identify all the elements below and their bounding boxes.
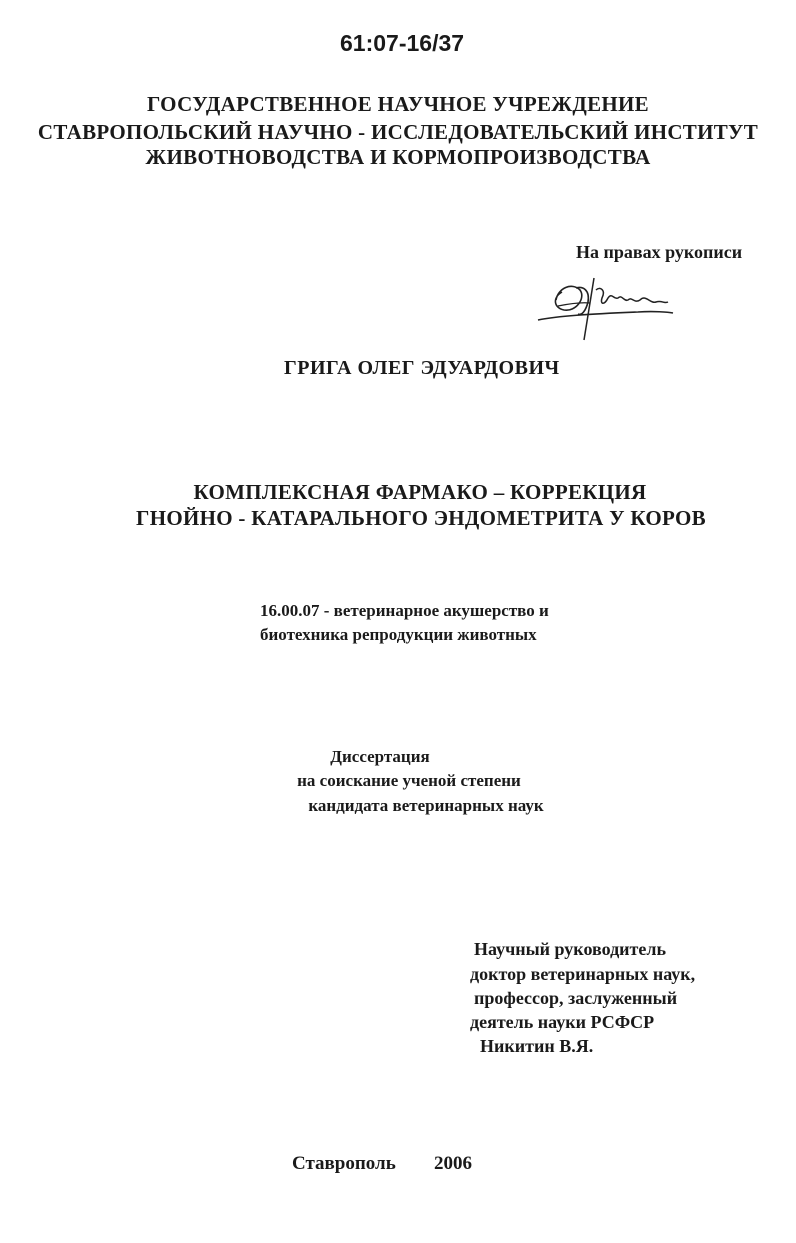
supervisor-name: Никитин В.Я.: [480, 1036, 594, 1056]
manuscript-rights-note: На правах рукописи: [576, 242, 743, 262]
supervisor-line-1: Научный руководитель: [474, 939, 666, 959]
degree-line-2: на соискание ученой степени: [297, 771, 521, 790]
degree-line-3: кандидата ветеринарных наук: [308, 796, 544, 815]
supervisor-line-3: профессор, заслуженный: [474, 988, 678, 1008]
city: Ставрополь: [292, 1153, 396, 1174]
author-signature: [528, 268, 678, 342]
institution-line-3: ЖИВОТНОВОДСТВА И КОРМОПРОИЗВОДСТВА: [145, 145, 651, 169]
author-name: ГРИГА ОЛЕГ ЭДУАРДОВИЧ: [284, 357, 560, 379]
title-line-1: КОМПЛЕКСНАЯ ФАРМАКО – КОРРЕКЦИЯ: [193, 480, 647, 504]
specialty-line-2: биотехника репродукции животных: [260, 625, 537, 644]
degree-line-1: Диссертация: [330, 747, 430, 766]
supervisor-line-4: деятель науки РСФСР: [470, 1012, 655, 1032]
institution-line-2: СТАВРОПОЛЬСКИЙ НАУЧНО - ИССЛЕДОВАТЕЛЬСКИЙ ИНСТИТУТ: [37, 120, 759, 144]
title-line-2: ГНОЙНО - КАТАРАЛЬНОГО ЭНДОМЕТРИТА У КОРОВ: [136, 506, 706, 530]
supervisor-line-2: доктор ветеринарных наук,: [470, 964, 696, 984]
catalog-number: 61:07-16/37: [340, 30, 465, 56]
specialty-line-1: 16.00.07 - ветеринарное акушерство и: [260, 601, 549, 620]
institution-line-1: ГОСУДАРСТВЕННОЕ НАУЧНОЕ УЧРЕЖДЕНИЕ: [147, 92, 649, 116]
year: 2006: [434, 1153, 472, 1174]
